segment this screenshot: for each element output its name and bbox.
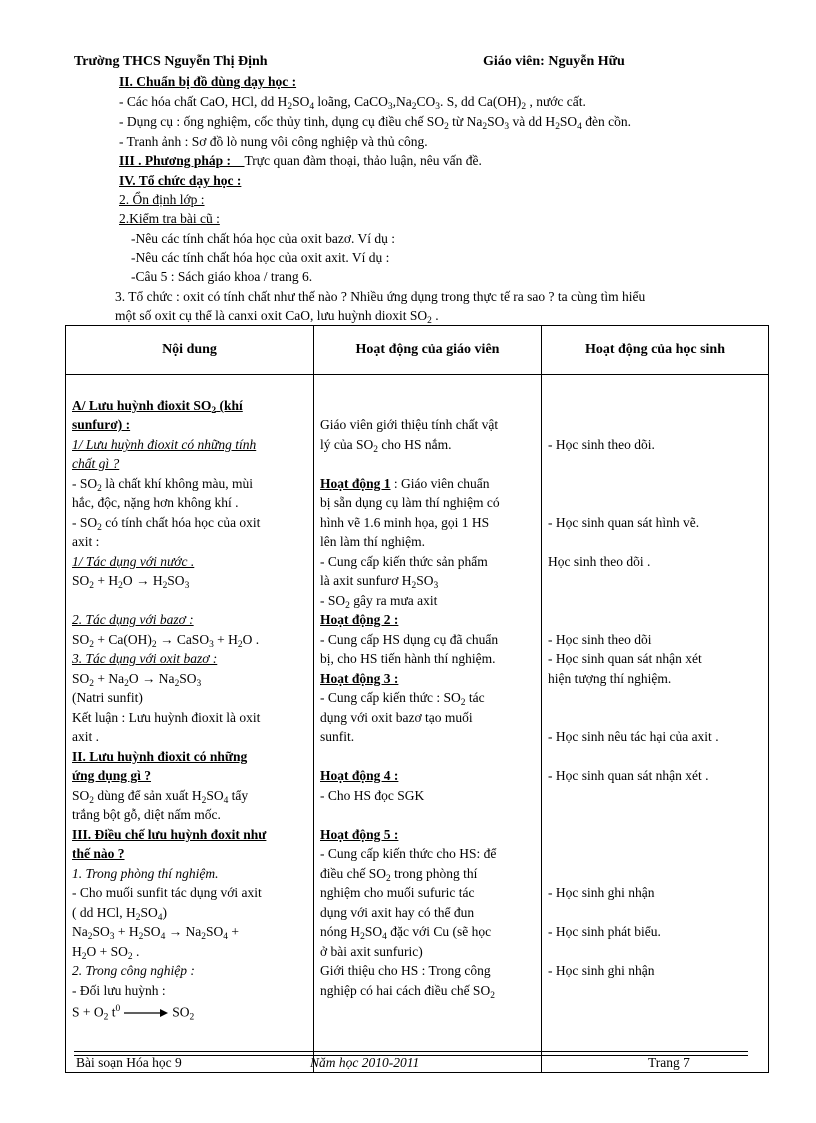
activity-3: Hoạt động 3 : xyxy=(320,671,399,686)
teacher-line: điều chế $SO_2$ trong phòng thí xyxy=(320,866,478,884)
student-line: - Học sinh nêu tác hại của axit . xyxy=(548,729,719,744)
teacher-line: nghiệm cho muối sufuric tác xyxy=(320,885,475,900)
teacher-line: nóng $H_2SO_4$ đặc với Cu (sẽ học xyxy=(320,924,492,942)
content-line: - $SO_2$ có tính chất hóa học của oxit xyxy=(72,515,261,533)
content-line: $SO_2$ dùng để sản xuất $H_2SO_4$ tẩy xyxy=(72,788,249,806)
arrow-icon xyxy=(124,1008,168,1018)
teacher-line: là axit sunfurơ $H_2SO_3$ xyxy=(320,573,439,591)
student-line: - Học sinh ghi nhận xyxy=(548,963,655,978)
content-line: trắng bột gỗ, diệt nấm mốc. xyxy=(72,807,221,822)
reaction-equation: $SO_2 + H_2O \to H_2SO_3$ xyxy=(72,573,190,591)
activity-5: Hoạt động 5 : xyxy=(320,827,399,842)
step-organize: 3. Tổ chức : oxit có tính chất như thế nào ? Nhiều ứng dụng trong thực tế ra sao ? ta cùng tìm hiểu xyxy=(115,289,646,304)
teacher-line: sunfit. xyxy=(320,729,355,744)
reaction-equation: $Na_2SO_3 + H_2SO_4 \to Na_2SO_4$ + xyxy=(72,924,239,942)
activity-4: Hoạt động 4 : xyxy=(320,768,399,783)
pictures-line: - Tranh ảnh : Sơ đồ lò nung vôi công nghiệp và thủ công. xyxy=(119,134,428,149)
footer-left: Bài soạn Hóa học 9 xyxy=(76,1055,182,1070)
review-question: -Nêu các tính chất hóa học của oxit bazơ. Ví dụ : xyxy=(131,231,396,246)
student-line: - Học sinh phát biểu. xyxy=(548,924,661,939)
content-line: hắc, độc, nặng hơn không khí . xyxy=(72,495,239,510)
student-line: - Học sinh quan sát nhận xét xyxy=(548,651,702,666)
student-line: - Học sinh quan sát nhận xét . xyxy=(548,768,709,783)
student-line: - Học sinh theo dõi xyxy=(548,632,652,647)
lesson-intro xyxy=(115,72,779,327)
industry-title: 2. Trong công nghiệp : xyxy=(72,963,195,978)
chemicals-line: - Các hóa chất CaO, HCl, dd $H_2SO_4$ loãng, $CaCO_3,Na_2CO_3$. S, dd $Ca(OH)_2$ , nước cất. xyxy=(119,94,586,112)
conclusion-line: Kết luận : Lưu huỳnh đioxit là oxit xyxy=(72,710,261,725)
student-line: hiện tượng thí nghiệm. xyxy=(548,671,672,686)
teacher-line: - Cung cấp kiến thức cho HS: để xyxy=(320,846,497,861)
teacher-line: dụng với axit hay có thể đun xyxy=(320,905,475,920)
student-column xyxy=(542,375,769,1073)
student-line: - Học sinh quan sát hình vẽ. xyxy=(548,515,700,530)
section-a-title: A/ Lưu huỳnh đioxit $SO_2$ (khí xyxy=(72,398,243,416)
content-line: - Đối lưu huỳnh : xyxy=(72,983,166,998)
teacher-name: Giáo viên: Nguyễn Hữu xyxy=(483,54,625,69)
footer-rule xyxy=(74,1051,748,1052)
header-content: Nội dung xyxy=(66,326,314,375)
section3-text: Trực quan đàm thoại, thảo luận, nêu vấn đề. xyxy=(244,153,482,168)
teacher-line: - Cung cấp kiến thức sản phẩm xyxy=(320,554,488,569)
reaction-title: 2. Tác dụng với bazơ : xyxy=(72,612,194,627)
tools-line: - Dụng cụ : ống nghiệm, cốc thủy tinh, dụng cụ điều chế $SO_2$ từ $Na_2SO_3$ và dd $H_2SO_4$ đèn cồn. xyxy=(119,114,631,132)
teacher-column xyxy=(314,375,542,1073)
section-a-title-cont: sunfurơ) : xyxy=(72,417,131,432)
lab-title: 1. Trong phòng thí nghiệm. xyxy=(72,866,219,881)
subsection-title: 1/ Lưu huỳnh đioxit có những tính xyxy=(72,437,257,452)
teacher-line: - $SO_2$ gây ra mưa axit xyxy=(320,593,438,611)
content-line: - Cho muối sunfit tác dụng với axit xyxy=(72,885,262,900)
content-line: - $SO_2$ là chất khí không màu, mùi xyxy=(72,476,253,494)
section-ii-title: II. Lưu huỳnh đioxit có những xyxy=(72,749,248,764)
step-review: 2.Kiểm tra bài cũ : xyxy=(119,211,220,226)
content-line: ( dd HCl, $H_2SO_4$) xyxy=(72,905,167,923)
section-iii-title-cont: thế nào ? xyxy=(72,846,125,861)
teacher-line: bị sẵn dụng cụ làm thí nghiệm có xyxy=(320,495,500,510)
teacher-line: - Cung cấp HS dụng cụ đã chuẩn xyxy=(320,632,499,647)
student-line: - Học sinh theo dõi. xyxy=(548,437,655,452)
reaction-equation: $SO_2 + Na_2O \to Na_2SO_3$ xyxy=(72,671,202,689)
lesson-table xyxy=(65,325,769,1073)
reaction-equation: $H_2O + SO_2$ . xyxy=(72,944,140,962)
method-line xyxy=(119,151,482,170)
section-ii-title-cont: ứng dụng gì ? xyxy=(72,768,152,783)
teacher-line: - Cho HS đọc SGK xyxy=(320,788,425,803)
reaction-equation: $S + O_2$ $t^0$ $SO_2$ xyxy=(72,1004,195,1023)
section4-title: IV. Tổ chức dạy học : xyxy=(119,173,242,188)
page-number: Trang 7 xyxy=(648,1055,690,1070)
activity-2: Hoạt động 2 : xyxy=(320,612,399,627)
section-iii-title: III. Điều chế lưu huỳnh đoxit như xyxy=(72,827,267,842)
reaction-title: 3. Tác dụng với oxit bazơ : xyxy=(72,651,218,666)
student-line: Học sinh theo dõi . xyxy=(548,554,651,569)
teacher-line: dụng với oxit bazơ tạo muối xyxy=(320,710,473,725)
content-line: (Natri sunfit) xyxy=(72,690,143,705)
teacher-line: lý của $SO_2$ cho HS nắm. xyxy=(320,437,452,455)
content-column xyxy=(66,375,314,1073)
teacher-line: - Cung cấp kiến thức : $SO_2$ tác xyxy=(320,690,485,708)
reaction-equation: $SO_2 + Ca(OH)_2$ → CaSO$_3$ + $H_2O$ . xyxy=(72,632,260,650)
header-student: Hoạt động của học sinh xyxy=(542,326,769,375)
teacher-line: ở bài axit sunfuric) xyxy=(320,944,423,959)
review-question: -Câu 5 : Sách giáo khoa / trang 6. xyxy=(131,269,313,284)
subsection-title-cont: chất gì ? xyxy=(72,456,120,471)
teacher-line: Giáo viên giới thiệu tính chất vật xyxy=(320,417,499,432)
teacher-line: hình vẽ 1.6 minh họa, gọi 1 HS xyxy=(320,515,490,530)
footer-center: Năm học 2010-2011 xyxy=(310,1055,420,1070)
review-question: -Nêu các tính chất hóa học của oxit axit. Ví dụ : xyxy=(131,250,390,265)
content-line: axit : xyxy=(72,534,100,549)
teacher-line: lên làm thí nghiệm. xyxy=(320,534,425,549)
teacher-line: Giới thiệu cho HS : Trong công xyxy=(320,963,491,978)
school-name: Trường THCS Nguyễn Thị Định xyxy=(74,54,268,69)
header-teacher: Hoạt động của giáo viên xyxy=(314,326,542,375)
step-organize-cont: một số oxit cụ thể là canxi oxit CaO, lưu huỳnh dioxit $SO_2$ . xyxy=(115,308,439,326)
teacher-line: bị, cho HS tiến hành thí nghiệm. xyxy=(320,651,496,666)
student-line: - Học sinh ghi nhận xyxy=(548,885,655,900)
step-stabilize: 2. Ổn định lớp : xyxy=(119,192,205,207)
reaction-title: 1/ Tác dụng với nước . xyxy=(72,554,195,569)
conclusion-line: axit . xyxy=(72,729,99,744)
teacher-line: nghiệp có hai cách điều chế $SO_2$ xyxy=(320,983,495,1001)
section2-title: II. Chuẩn bị đồ dùng dạy học : xyxy=(119,74,297,89)
section3-title: III . Phương pháp : xyxy=(119,153,231,168)
activity-1: Hoạt động 1 : Giáo viên chuẩn xyxy=(320,476,490,491)
